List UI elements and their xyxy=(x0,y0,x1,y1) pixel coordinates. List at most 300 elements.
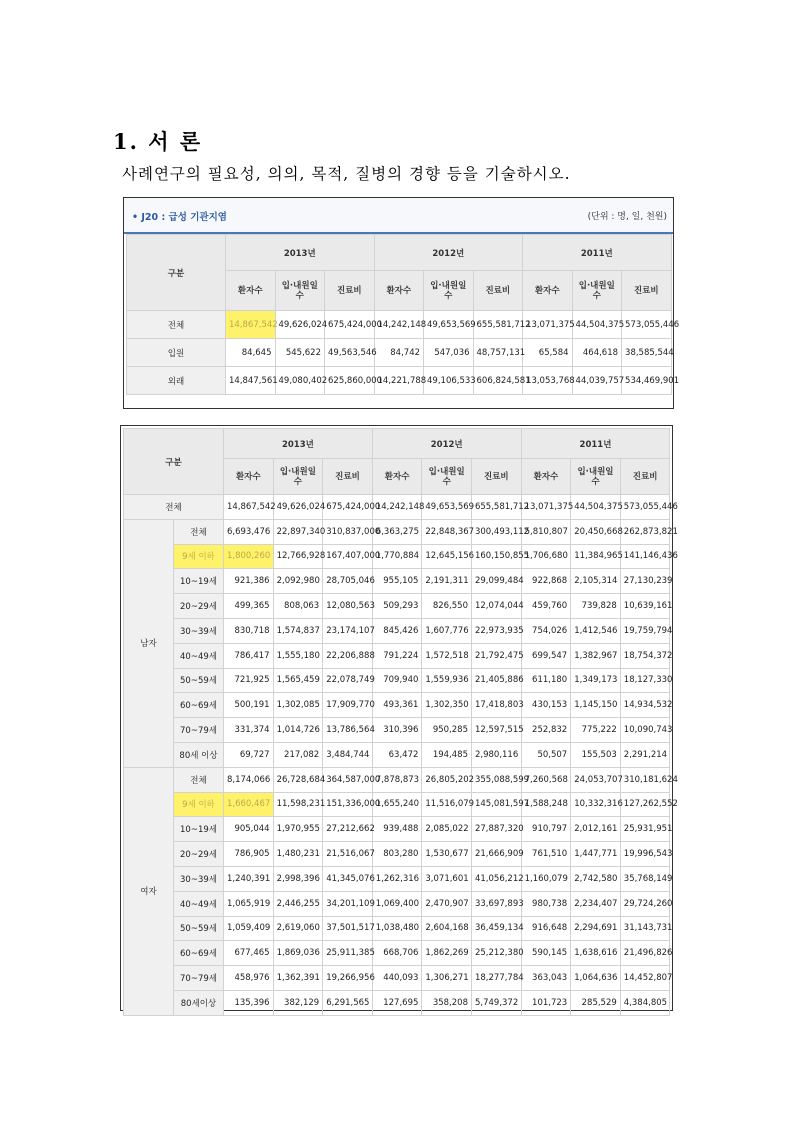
table-cell: 20,450,668 xyxy=(571,519,621,544)
metric-header: 환자수 xyxy=(224,459,274,495)
table-cell: 534,469,901 xyxy=(622,367,672,395)
table-cell: 500,191 xyxy=(224,693,274,718)
table-row xyxy=(124,966,670,991)
table-cell: 2,619,060 xyxy=(273,916,323,941)
row-label: 입원 xyxy=(127,339,226,367)
table-cell: 1,240,391 xyxy=(224,866,274,891)
table-cell: 916,648 xyxy=(521,916,571,941)
table-cell: 754,026 xyxy=(521,618,571,643)
table-cell: 25,911,385 xyxy=(323,941,373,966)
table-cell: 14,867,542 xyxy=(224,495,274,520)
table-cell: 775,222 xyxy=(571,718,621,743)
table-row xyxy=(127,311,672,339)
table-cell: 382,129 xyxy=(273,990,323,1015)
table-cell: 3,071,601 xyxy=(422,866,472,891)
table-cell: 1,607,776 xyxy=(422,618,472,643)
metric-header: 입·내원일수 xyxy=(424,271,474,311)
table-row xyxy=(124,643,670,668)
table-cell: 145,081,597 xyxy=(471,792,521,817)
table-cell: 310,837,000 xyxy=(323,519,373,544)
table-cell: 50,507 xyxy=(521,742,571,767)
table-cell: 37,501,517 xyxy=(323,916,373,941)
table-cell: 2,980,116 xyxy=(471,742,521,767)
table-cell: 27,212,662 xyxy=(323,817,373,842)
table-cell: 135,396 xyxy=(224,990,274,1015)
table-cell: 1,069,400 xyxy=(372,891,422,916)
summary-table-panel xyxy=(123,197,680,409)
metric-header: 진료비 xyxy=(620,459,670,495)
table-cell: 18,754,372 xyxy=(620,643,670,668)
table-cell: 14,867,542 xyxy=(226,311,276,339)
table-cell: 84,645 xyxy=(226,339,276,367)
table-cell: 826,550 xyxy=(422,594,472,619)
metric-header: 입·내원일수 xyxy=(273,459,323,495)
metric-header: 진료비 xyxy=(323,459,373,495)
table-row xyxy=(124,668,670,693)
table-cell: 217,082 xyxy=(273,742,323,767)
table-cell: 1,382,967 xyxy=(571,643,621,668)
table-cell: 955,105 xyxy=(372,569,422,594)
table-cell: 1,306,271 xyxy=(422,966,472,991)
table-cell: 6,291,565 xyxy=(323,990,373,1015)
table-cell: 1,588,248 xyxy=(521,792,571,817)
row-label: 20~29세 xyxy=(174,594,224,619)
table-cell: 2,470,907 xyxy=(422,891,472,916)
table-cell: 14,242,148 xyxy=(372,495,422,520)
row-label: 70~79세 xyxy=(174,966,224,991)
table-cell: 21,516,067 xyxy=(323,842,373,867)
metric-header: 진료비 xyxy=(471,459,521,495)
table-cell: 573,055,446 xyxy=(622,311,672,339)
table-cell: 19,996,543 xyxy=(620,842,670,867)
table-cell: 12,597,515 xyxy=(471,718,521,743)
table-cell: 49,563,546 xyxy=(325,339,375,367)
table-cell: 980,738 xyxy=(521,891,571,916)
table-cell: 1,262,316 xyxy=(372,866,422,891)
table-cell: 2,085,022 xyxy=(422,817,472,842)
table-cell: 25,212,380 xyxy=(471,941,521,966)
table-cell: 1,412,546 xyxy=(571,618,621,643)
row-label: 전체 xyxy=(124,495,224,520)
table-cell: 590,145 xyxy=(521,941,571,966)
table-cell: 1,059,409 xyxy=(224,916,274,941)
table-row xyxy=(124,941,670,966)
table-cell: 4,384,805 xyxy=(620,990,670,1015)
table-cell: 300,493,112 xyxy=(471,519,521,544)
table-cell: 910,797 xyxy=(521,817,571,842)
table-row xyxy=(124,618,670,643)
table-cell: 21,666,909 xyxy=(471,842,521,867)
table-row xyxy=(124,693,670,718)
table-cell: 17,909,770 xyxy=(323,693,373,718)
table-cell: 7,878,873 xyxy=(372,767,422,792)
table-cell: 655,581,712 xyxy=(471,495,521,520)
row-label: 9세 이하 xyxy=(174,792,224,817)
row-label: 80세 이상 xyxy=(174,742,224,767)
table-cell: 6,693,476 xyxy=(224,519,274,544)
table-cell: 655,581,712 xyxy=(473,311,523,339)
table-cell: 49,106,533 xyxy=(424,367,474,395)
table-row xyxy=(124,519,670,544)
table-cell: 35,768,149 xyxy=(620,866,670,891)
table-cell: 27,887,320 xyxy=(471,817,521,842)
table-row xyxy=(127,367,672,395)
row-label: 10~19세 xyxy=(174,569,224,594)
table-cell: 2,191,311 xyxy=(422,569,472,594)
table-cell: 310,181,624 xyxy=(620,767,670,792)
table-cell: 18,127,330 xyxy=(620,668,670,693)
table-cell: 2,105,314 xyxy=(571,569,621,594)
summary-table-title: • J20 : 급성 기관지염 xyxy=(132,212,227,223)
table-cell: 2,291,214 xyxy=(620,742,670,767)
group-label: 여자 xyxy=(124,767,174,1015)
table-cell: 1,869,036 xyxy=(273,941,323,966)
year-header: 2011년 xyxy=(523,235,672,271)
table-cell: 699,547 xyxy=(521,643,571,668)
year-header: 2011년 xyxy=(521,429,670,459)
table-cell: 22,973,935 xyxy=(471,618,521,643)
row-label: 40~49세 xyxy=(174,891,224,916)
table-cell: 464,618 xyxy=(572,339,622,367)
table-cell: 101,723 xyxy=(521,990,571,1015)
table-cell: 545,622 xyxy=(275,339,325,367)
table-cell: 44,039,757 xyxy=(572,367,622,395)
table-cell: 459,760 xyxy=(521,594,571,619)
row-label: 70~79세 xyxy=(174,718,224,743)
table-cell: 1,014,726 xyxy=(273,718,323,743)
summary-table-unit: (단위 : 명, 일, 천원) xyxy=(587,212,667,222)
table-cell: 675,424,000 xyxy=(323,495,373,520)
table-cell: 625,860,000 xyxy=(325,367,375,395)
table-cell: 2,742,580 xyxy=(571,866,621,891)
table-cell: 939,488 xyxy=(372,817,422,842)
table-cell: 26,728,684 xyxy=(273,767,323,792)
table-cell: 33,697,893 xyxy=(471,891,521,916)
section-instruction: 사례연구의 필요성, 의의, 목적, 질병의 경향 등을 기술하시오. xyxy=(122,165,571,183)
table-cell: 363,043 xyxy=(521,966,571,991)
table-cell: 2,234,407 xyxy=(571,891,621,916)
table-cell: 14,934,532 xyxy=(620,693,670,718)
table-cell: 14,452,807 xyxy=(620,966,670,991)
table-cell: 13,786,564 xyxy=(323,718,373,743)
table-cell: 355,088,599 xyxy=(471,767,521,792)
table-row xyxy=(124,792,670,817)
table-cell: 27,130,239 xyxy=(620,569,670,594)
table-cell: 1,638,616 xyxy=(571,941,621,966)
table-row xyxy=(124,842,670,867)
table-cell: 10,332,316 xyxy=(571,792,621,817)
table-cell: 1,770,884 xyxy=(372,544,422,569)
table-cell: 1,302,085 xyxy=(273,693,323,718)
table-cell: 1,064,636 xyxy=(571,966,621,991)
table-cell: 2,446,255 xyxy=(273,891,323,916)
table-cell: 1,447,771 xyxy=(571,842,621,867)
table-cell: 44,504,375 xyxy=(572,311,622,339)
table-row xyxy=(124,891,670,916)
row-label: 30~39세 xyxy=(174,618,224,643)
table-cell: 950,285 xyxy=(422,718,472,743)
row-label: 10~19세 xyxy=(174,817,224,842)
row-label: 80세이상 xyxy=(174,990,224,1015)
table-cell: 14,221,788 xyxy=(374,367,424,395)
table-cell: 12,080,563 xyxy=(323,594,373,619)
table-cell: 12,074,044 xyxy=(471,594,521,619)
metric-header: 입·내원일수 xyxy=(571,459,621,495)
summary-table xyxy=(126,234,680,395)
table-cell: 12,766,928 xyxy=(273,544,323,569)
table-cell: 606,824,581 xyxy=(473,367,523,395)
table-cell: 5,810,807 xyxy=(521,519,571,544)
table-cell: 803,280 xyxy=(372,842,422,867)
metric-header: 환자수 xyxy=(372,459,422,495)
table-cell: 18,277,784 xyxy=(471,966,521,991)
table-cell: 22,206,888 xyxy=(323,643,373,668)
table-cell: 29,724,260 xyxy=(620,891,670,916)
table-cell: 440,093 xyxy=(372,966,422,991)
table-cell: 1,065,919 xyxy=(224,891,274,916)
table-cell: 310,396 xyxy=(372,718,422,743)
table-cell: 13,071,375 xyxy=(523,311,573,339)
table-cell: 786,905 xyxy=(224,842,274,867)
table-cell: 509,293 xyxy=(372,594,422,619)
table-cell: 1,862,269 xyxy=(422,941,472,966)
section-heading xyxy=(113,126,202,156)
table-cell: 14,847,561 xyxy=(226,367,276,395)
table-cell: 21,496,826 xyxy=(620,941,670,966)
table-cell: 21,792,475 xyxy=(471,643,521,668)
table-cell: 1,706,680 xyxy=(521,544,571,569)
table-cell: 26,805,202 xyxy=(422,767,472,792)
table-cell: 1,565,459 xyxy=(273,668,323,693)
table-cell: 493,361 xyxy=(372,693,422,718)
table-cell: 69,727 xyxy=(224,742,274,767)
metric-header: 진료비 xyxy=(622,271,672,311)
table-cell: 49,653,569 xyxy=(422,495,472,520)
table-cell: 11,516,079 xyxy=(422,792,472,817)
table-cell: 14,242,148 xyxy=(374,311,424,339)
table-cell: 6,363,275 xyxy=(372,519,422,544)
row-label: 전체 xyxy=(127,311,226,339)
table-cell: 364,587,000 xyxy=(323,767,373,792)
table-cell: 905,044 xyxy=(224,817,274,842)
table-cell: 262,873,821 xyxy=(620,519,670,544)
table-cell: 430,153 xyxy=(521,693,571,718)
table-cell: 13,071,375 xyxy=(521,495,571,520)
table-row xyxy=(124,594,670,619)
table-cell: 151,336,000 xyxy=(323,792,373,817)
table-cell: 194,485 xyxy=(422,742,472,767)
table-cell: 41,056,212 xyxy=(471,866,521,891)
table-cell: 29,099,484 xyxy=(471,569,521,594)
table-cell: 141,146,436 xyxy=(620,544,670,569)
table-cell: 49,626,024 xyxy=(275,311,325,339)
table-cell: 1,302,350 xyxy=(422,693,472,718)
row-label: 외래 xyxy=(127,367,226,395)
metric-header: 환자수 xyxy=(374,271,424,311)
table-cell: 10,090,743 xyxy=(620,718,670,743)
table-row xyxy=(124,990,670,1015)
table-cell: 12,645,156 xyxy=(422,544,472,569)
section-number: 1. xyxy=(113,129,139,154)
table-row xyxy=(124,495,670,520)
table-cell: 1,555,180 xyxy=(273,643,323,668)
table-cell: 22,897,340 xyxy=(273,519,323,544)
table-cell: 1,145,150 xyxy=(571,693,621,718)
row-label: 전체 xyxy=(174,767,224,792)
table-cell: 458,976 xyxy=(224,966,274,991)
year-header: 2013년 xyxy=(226,235,375,271)
table-cell: 845,426 xyxy=(372,618,422,643)
table-cell: 28,705,046 xyxy=(323,569,373,594)
table-cell: 36,459,134 xyxy=(471,916,521,941)
metric-header: 입·내원일수 xyxy=(275,271,325,311)
table-cell: 49,626,024 xyxy=(273,495,323,520)
metric-header: 환자수 xyxy=(226,271,276,311)
table-cell: 668,706 xyxy=(372,941,422,966)
table-cell: 1,574,837 xyxy=(273,618,323,643)
table-cell: 709,940 xyxy=(372,668,422,693)
table-cell: 1,362,391 xyxy=(273,966,323,991)
metric-header: 환자수 xyxy=(523,271,573,311)
table-cell: 2,998,396 xyxy=(273,866,323,891)
table-cell: 38,585,544 xyxy=(622,339,672,367)
table-cell: 44,504,375 xyxy=(571,495,621,520)
table-cell: 25,931,951 xyxy=(620,817,670,842)
table-cell: 1,349,173 xyxy=(571,668,621,693)
table-cell: 19,266,956 xyxy=(323,966,373,991)
row-label: 40~49세 xyxy=(174,643,224,668)
year-header: 2012년 xyxy=(374,235,523,271)
table-cell: 65,584 xyxy=(523,339,573,367)
table-cell: 155,503 xyxy=(571,742,621,767)
row-label: 전체 xyxy=(174,519,224,544)
table-cell: 921,386 xyxy=(224,569,274,594)
table-cell: 675,424,000 xyxy=(325,311,375,339)
table-cell: 739,828 xyxy=(571,594,621,619)
table-cell: 49,080,402 xyxy=(275,367,325,395)
row-label: 9세 이하 xyxy=(174,544,224,569)
table-row xyxy=(124,718,670,743)
table-cell: 1,655,240 xyxy=(372,792,422,817)
table-cell: 830,718 xyxy=(224,618,274,643)
category-header: 구분 xyxy=(124,429,224,495)
table-cell: 331,374 xyxy=(224,718,274,743)
table-cell: 41,345,076 xyxy=(323,866,373,891)
table-row xyxy=(124,569,670,594)
table-cell: 17,418,803 xyxy=(471,693,521,718)
breakdown-table-panel xyxy=(120,425,678,1011)
table-row xyxy=(127,339,672,367)
table-cell: 1,480,231 xyxy=(273,842,323,867)
table-cell: 721,925 xyxy=(224,668,274,693)
table-cell: 1,530,677 xyxy=(422,842,472,867)
table-cell: 1,800,260 xyxy=(224,544,274,569)
table-cell: 31,143,731 xyxy=(620,916,670,941)
table-cell: 11,384,965 xyxy=(571,544,621,569)
metric-header: 입·내원일수 xyxy=(572,271,622,311)
table-cell: 1,038,480 xyxy=(372,916,422,941)
summary-table-header xyxy=(124,198,673,234)
row-label: 60~69세 xyxy=(174,941,224,966)
table-cell: 13,053,768 xyxy=(523,367,573,395)
table-cell: 1,970,955 xyxy=(273,817,323,842)
table-cell: 677,465 xyxy=(224,941,274,966)
table-cell: 358,208 xyxy=(422,990,472,1015)
row-label: 20~29세 xyxy=(174,842,224,867)
table-row xyxy=(124,916,670,941)
table-cell: 1,160,079 xyxy=(521,866,571,891)
group-label: 남자 xyxy=(124,519,174,767)
table-cell: 2,012,161 xyxy=(571,817,621,842)
table-cell: 786,417 xyxy=(224,643,274,668)
table-cell: 573,055,446 xyxy=(620,495,670,520)
table-cell: 19,759,794 xyxy=(620,618,670,643)
table-row xyxy=(124,544,670,569)
metric-header: 환자수 xyxy=(521,459,571,495)
table-cell: 127,262,552 xyxy=(620,792,670,817)
table-cell: 808,063 xyxy=(273,594,323,619)
table-cell: 922,868 xyxy=(521,569,571,594)
table-cell: 63,472 xyxy=(372,742,422,767)
metric-header: 진료비 xyxy=(325,271,375,311)
table-cell: 7,260,568 xyxy=(521,767,571,792)
table-cell: 791,224 xyxy=(372,643,422,668)
table-cell: 761,510 xyxy=(521,842,571,867)
table-cell: 84,742 xyxy=(374,339,424,367)
table-cell: 10,639,161 xyxy=(620,594,670,619)
breakdown-table xyxy=(123,428,678,1016)
table-cell: 285,529 xyxy=(571,990,621,1015)
row-label: 60~69세 xyxy=(174,693,224,718)
table-cell: 1,572,518 xyxy=(422,643,472,668)
table-cell: 2,294,691 xyxy=(571,916,621,941)
table-cell: 547,036 xyxy=(424,339,474,367)
table-cell: 24,053,707 xyxy=(571,767,621,792)
table-cell: 2,604,168 xyxy=(422,916,472,941)
table-cell: 167,407,000 xyxy=(323,544,373,569)
table-cell: 1,559,936 xyxy=(422,668,472,693)
table-row xyxy=(124,767,670,792)
metric-header: 입·내원일수 xyxy=(422,459,472,495)
table-cell: 49,653,569 xyxy=(424,311,474,339)
row-label: 30~39세 xyxy=(174,866,224,891)
table-cell: 499,365 xyxy=(224,594,274,619)
table-cell: 34,201,109 xyxy=(323,891,373,916)
table-cell: 127,695 xyxy=(372,990,422,1015)
table-cell: 2,092,980 xyxy=(273,569,323,594)
year-header: 2012년 xyxy=(372,429,521,459)
metric-header: 진료비 xyxy=(473,271,523,311)
table-cell: 21,405,886 xyxy=(471,668,521,693)
table-cell: 22,078,749 xyxy=(323,668,373,693)
year-header: 2013년 xyxy=(224,429,373,459)
table-cell: 160,150,855 xyxy=(471,544,521,569)
table-cell: 11,598,231 xyxy=(273,792,323,817)
table-row xyxy=(124,742,670,767)
table-cell: 252,832 xyxy=(521,718,571,743)
table-cell: 48,757,131 xyxy=(473,339,523,367)
row-label: 50~59세 xyxy=(174,916,224,941)
table-row xyxy=(124,866,670,891)
table-cell: 8,174,066 xyxy=(224,767,274,792)
table-row xyxy=(124,817,670,842)
category-header: 구분 xyxy=(127,235,226,311)
row-label: 50~59세 xyxy=(174,668,224,693)
table-cell: 1,660,467 xyxy=(224,792,274,817)
table-cell: 22,848,367 xyxy=(422,519,472,544)
section-title: 서 론 xyxy=(148,129,203,154)
table-cell: 5,749,372 xyxy=(471,990,521,1015)
